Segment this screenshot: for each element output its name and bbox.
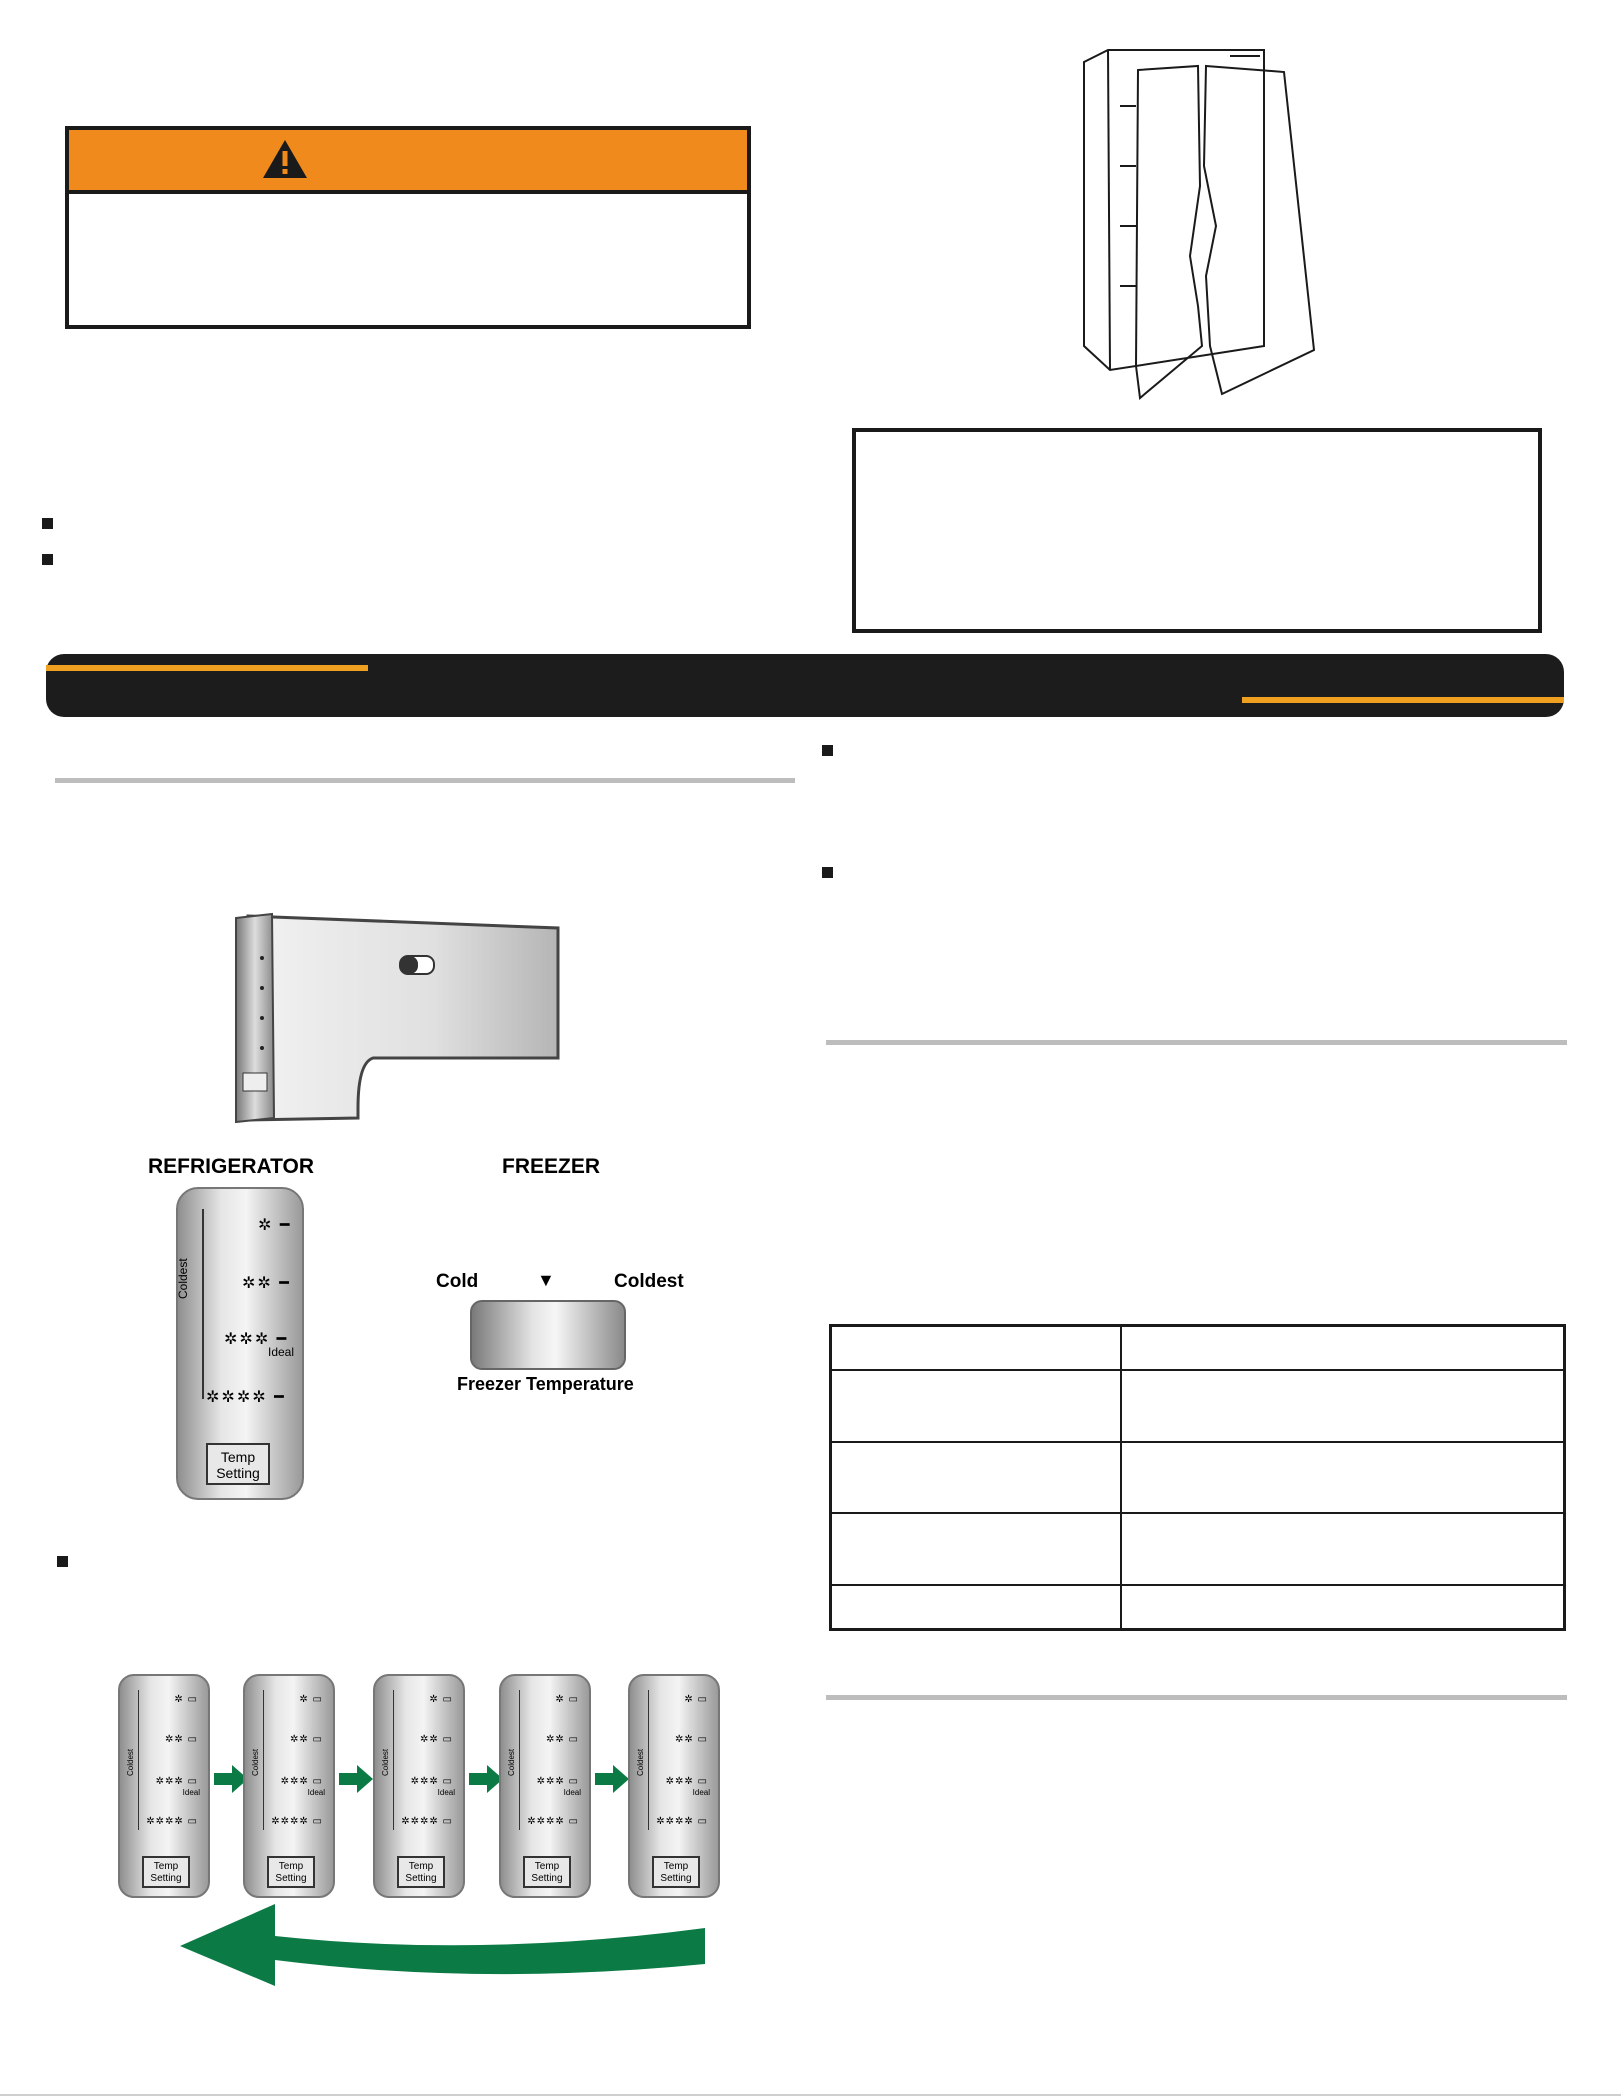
ideal-label: Ideal [692, 1788, 710, 1797]
level-indicator: ✲ ▭ [429, 1694, 453, 1705]
level-indicator: ✲✲ ▭ [420, 1734, 453, 1745]
cold-label: Cold [436, 1271, 479, 1292]
level-indicator: ✲✲✲✲ ▭ [271, 1816, 323, 1827]
level-3-indicator: ✲✲✲ ━ [224, 1331, 289, 1348]
button-line-2: Setting [531, 1873, 563, 1884]
level-indicator: ✲✲✲✲ ▭ [146, 1816, 198, 1827]
coldest-label-right: Coldest [614, 1271, 684, 1292]
level-indicator: ✲✲ ▭ [165, 1734, 198, 1745]
panel-bracket [138, 1690, 143, 1830]
button-line-2: Setting [275, 1873, 307, 1884]
bullet-marker [42, 518, 53, 529]
warning-header [69, 130, 747, 194]
level-indicator: ✲✲✲✲ ▭ [656, 1816, 708, 1827]
section-rule [55, 778, 795, 783]
sequence-arrow-icon [339, 1765, 373, 1793]
table-cell [831, 1370, 1122, 1442]
ideal-label: Ideal [307, 1788, 325, 1797]
bullet-marker [822, 867, 833, 878]
sequence-arrow-icon [469, 1765, 503, 1793]
sequence-panel [373, 1674, 465, 1898]
warning-icon [261, 138, 309, 180]
level-1-indicator: ✲ ━ [258, 1217, 292, 1234]
ideal-label: Ideal [182, 1788, 200, 1797]
coldest-label: Coldest [381, 1748, 390, 1776]
info-box [852, 428, 1542, 633]
bullet-marker [57, 1556, 68, 1567]
button-line-2: Setting [150, 1873, 182, 1884]
panel-bracket [393, 1690, 398, 1830]
level-indicator: ✲✲ ▭ [675, 1734, 708, 1745]
table-row [831, 1585, 1565, 1629]
control-housing-illustration [228, 908, 562, 1128]
panel-bracket [263, 1690, 268, 1830]
table-cell [1121, 1370, 1565, 1442]
table-cell [1121, 1513, 1565, 1585]
level-4-indicator: ✲✲✲✲ ━ [206, 1389, 286, 1406]
bullet-marker [822, 745, 833, 756]
panel-bracket [519, 1690, 524, 1830]
section-banner [46, 654, 1564, 717]
table-row [831, 1513, 1565, 1585]
sequence-panel [118, 1674, 210, 1898]
page-bottom-rule [0, 2094, 1621, 2096]
freezer-temperature-slider[interactable] [470, 1300, 626, 1370]
coldest-label: Coldest [636, 1748, 645, 1776]
level-indicator: ✲✲ ▭ [290, 1734, 323, 1745]
section-rule [826, 1040, 1567, 1045]
table-cell [831, 1585, 1122, 1629]
table-cell [1121, 1326, 1565, 1370]
freezer-indicator-icon: ▼ [537, 1270, 555, 1290]
button-line-2: Setting [660, 1873, 692, 1884]
level-indicator: ✲✲✲ ▭ [410, 1776, 453, 1787]
panel-bracket [648, 1690, 653, 1830]
bullet-marker [42, 554, 53, 565]
sequence-panel [243, 1674, 335, 1898]
coldest-label: Coldest [251, 1748, 260, 1776]
table-cell [831, 1442, 1122, 1514]
button-line-1: Temp [278, 1861, 304, 1872]
refrigerator-control-panel [176, 1187, 304, 1500]
table-cell [831, 1326, 1122, 1370]
cycle-return-arrow-icon [180, 1900, 710, 1990]
level-indicator: ✲✲✲✲ ▭ [401, 1816, 453, 1827]
freezer-temperature-caption: Freezer Temperature [457, 1374, 634, 1394]
refrigerator-label: REFRIGERATOR [148, 1155, 315, 1178]
button-line-1: Temp [220, 1449, 256, 1465]
temp-setting-button[interactable] [652, 1856, 700, 1888]
level-indicator: ✲ ▭ [299, 1694, 323, 1705]
table-row [831, 1370, 1565, 1442]
temp-setting-button[interactable] [523, 1856, 571, 1888]
level-indicator: ✲✲✲✲ ▭ [527, 1816, 579, 1827]
level-indicator: ✲ ▭ [555, 1694, 579, 1705]
level-indicator: ✲ ▭ [684, 1694, 708, 1705]
button-line-1: Temp [153, 1861, 179, 1872]
coldest-label: Coldest [126, 1748, 135, 1776]
sequence-panel [499, 1674, 591, 1898]
table-cell [831, 1513, 1122, 1585]
level-indicator: ✲✲✲ ▭ [536, 1776, 579, 1787]
level-2-indicator: ✲✲ ━ [242, 1275, 291, 1292]
warning-box [65, 126, 751, 329]
table-cell [1121, 1585, 1565, 1629]
button-line-2: Setting [216, 1465, 260, 1481]
coldest-label: Coldest [507, 1748, 516, 1776]
level-indicator: ✲✲✲ ▭ [665, 1776, 708, 1787]
freezer-label: FREEZER [502, 1155, 601, 1178]
banner-accent-right [1242, 697, 1564, 703]
temp-setting-button[interactable] [142, 1856, 190, 1888]
sequence-arrow-icon [595, 1765, 629, 1793]
panel-bracket [202, 1209, 209, 1399]
level-indicator: ✲✲✲ ▭ [280, 1776, 323, 1787]
settings-table [829, 1324, 1566, 1631]
table-cell [1121, 1442, 1565, 1514]
temp-setting-button[interactable] [397, 1856, 445, 1888]
level-indicator: ✲ ▭ [174, 1694, 198, 1705]
temp-setting-button[interactable] [206, 1443, 270, 1485]
table-row [831, 1442, 1565, 1514]
ideal-label: Ideal [268, 1345, 295, 1359]
level-indicator: ✲✲✲ ▭ [155, 1776, 198, 1787]
coldest-label: Coldest [176, 1258, 190, 1299]
ideal-label: Ideal [437, 1788, 455, 1797]
button-line-2: Setting [405, 1873, 437, 1884]
ideal-label: Ideal [563, 1788, 581, 1797]
button-line-1: Temp [534, 1861, 560, 1872]
temp-setting-button[interactable] [267, 1856, 315, 1888]
section-rule [826, 1695, 1567, 1700]
button-line-1: Temp [408, 1861, 434, 1872]
banner-accent-left [46, 665, 368, 671]
sequence-panel [628, 1674, 720, 1898]
refrigerator-illustration [1080, 46, 1320, 402]
table-row [831, 1326, 1565, 1370]
level-indicator: ✲✲ ▭ [546, 1734, 579, 1745]
button-line-1: Temp [663, 1861, 689, 1872]
